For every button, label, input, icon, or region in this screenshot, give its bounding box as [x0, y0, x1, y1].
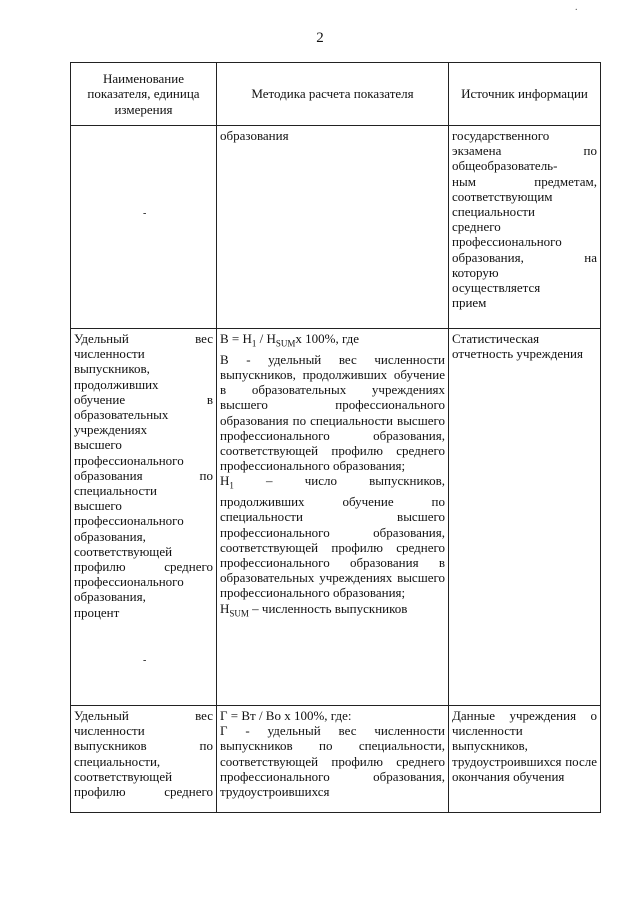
text-line: продолживших — [74, 376, 159, 392]
row1-mark: - — [143, 208, 147, 219]
text-line: учреждениях — [74, 422, 148, 438]
text-line: соответствующим — [452, 188, 553, 204]
row2-formula: $В = Н_1 / Н_{SUM}х$ 100%, где — [220, 331, 360, 349]
row3-definition-g: Г - удельный вес численности выпускников по специальности, соответствующей профилю среднего профессионального образования, трудоустроившихся — [220, 723, 445, 800]
text-line: Удельный вес — [74, 331, 213, 346]
header-calculation-method: Методика расчета показателя — [217, 63, 449, 126]
text-line: численности — [74, 723, 145, 739]
text-line: обучение в — [74, 391, 213, 407]
row2-definition-b: В - удельный вес численности выпускников, продолживших обучение в образовательных учреждениях высшего профессионального образования по специальности высшего профессионального образования, соответствующей профилю среднего профессионального образования; — [220, 351, 445, 474]
text-line: образования по — [74, 467, 213, 483]
text-line: Удельный вес — [74, 708, 213, 723]
row2-definition-hsum: $Н_{SUM}$ – численность выпускников — [220, 600, 408, 619]
row3-indicator-cell — [71, 706, 217, 813]
text-line: профессионального — [74, 513, 184, 529]
row2-source-cell: Статистическая отчетность учреждения — [449, 329, 601, 706]
row1-indicator-cell — [71, 126, 217, 329]
row3-source-cell: Данные учреждения о численности выпускников, трудоустроившихся после окончания обучения — [449, 706, 601, 813]
table-row — [71, 126, 601, 329]
table-header-row — [71, 63, 601, 126]
row2-definition-h1: $Н_1$ – число выпускников, продолживших обучение по специальности высшего профессионального образования, соответствующей профилю среднего профессионального образования в образовательных учреждениях высшего профессионального образования; — [220, 473, 445, 601]
text-line: профилю среднего — [74, 559, 213, 575]
text-line: численности — [74, 346, 145, 362]
header-information-source: Источник информации — [449, 63, 601, 126]
text-line: специальности — [452, 204, 535, 220]
header-indicator-name: Наименование показателя, единица измерения — [71, 63, 217, 126]
row2-method-cell — [217, 329, 449, 706]
text-line: профессионального — [74, 452, 184, 468]
page-number: 2 — [316, 30, 324, 46]
text-line: которую — [452, 264, 499, 280]
text-line: профессионального — [74, 574, 184, 590]
row3-method-cell — [217, 706, 449, 813]
text-line: высшего — [74, 437, 122, 453]
text-line: соответствующей — [74, 543, 173, 559]
text-line: образования, — [74, 528, 146, 544]
text-line: среднего — [452, 219, 501, 235]
text-line: процент — [74, 604, 120, 620]
text-line: профилю среднего — [74, 784, 213, 800]
row2-mark: - — [143, 655, 147, 666]
text-line: высшего — [74, 498, 122, 514]
text-line: прием — [452, 295, 487, 311]
text-line: специальности, — [74, 753, 161, 769]
table-row — [71, 329, 601, 706]
text-line: экзамена по — [452, 143, 597, 159]
row3-formula: Г = Вт / Во х 100%, где: — [220, 708, 352, 723]
row3-indicator-text — [74, 708, 213, 799]
text-line: выпускников, — [74, 361, 150, 377]
text-line: ным предметам, — [452, 173, 597, 189]
row1-method-cell: образования — [217, 126, 449, 329]
text-line: профессионального — [452, 234, 562, 250]
row2-indicator-text — [74, 331, 213, 620]
text-line: соответствующей — [74, 768, 173, 784]
text-line: образования, на — [452, 249, 597, 265]
text-line: специальности — [74, 483, 157, 499]
text-line: государственного — [452, 128, 550, 143]
corner-mark: . — [575, 2, 578, 13]
row1-source-cell — [449, 126, 601, 329]
text-line: образования, — [74, 589, 146, 605]
text-line: образовательных — [74, 407, 169, 423]
text-line: общеобразователь- — [452, 158, 558, 174]
table-row — [71, 706, 601, 813]
indicator-table — [70, 62, 601, 813]
text-line: выпускников по — [74, 738, 213, 754]
row2-indicator-cell — [71, 329, 217, 706]
text-line: осуществляется — [452, 280, 541, 296]
